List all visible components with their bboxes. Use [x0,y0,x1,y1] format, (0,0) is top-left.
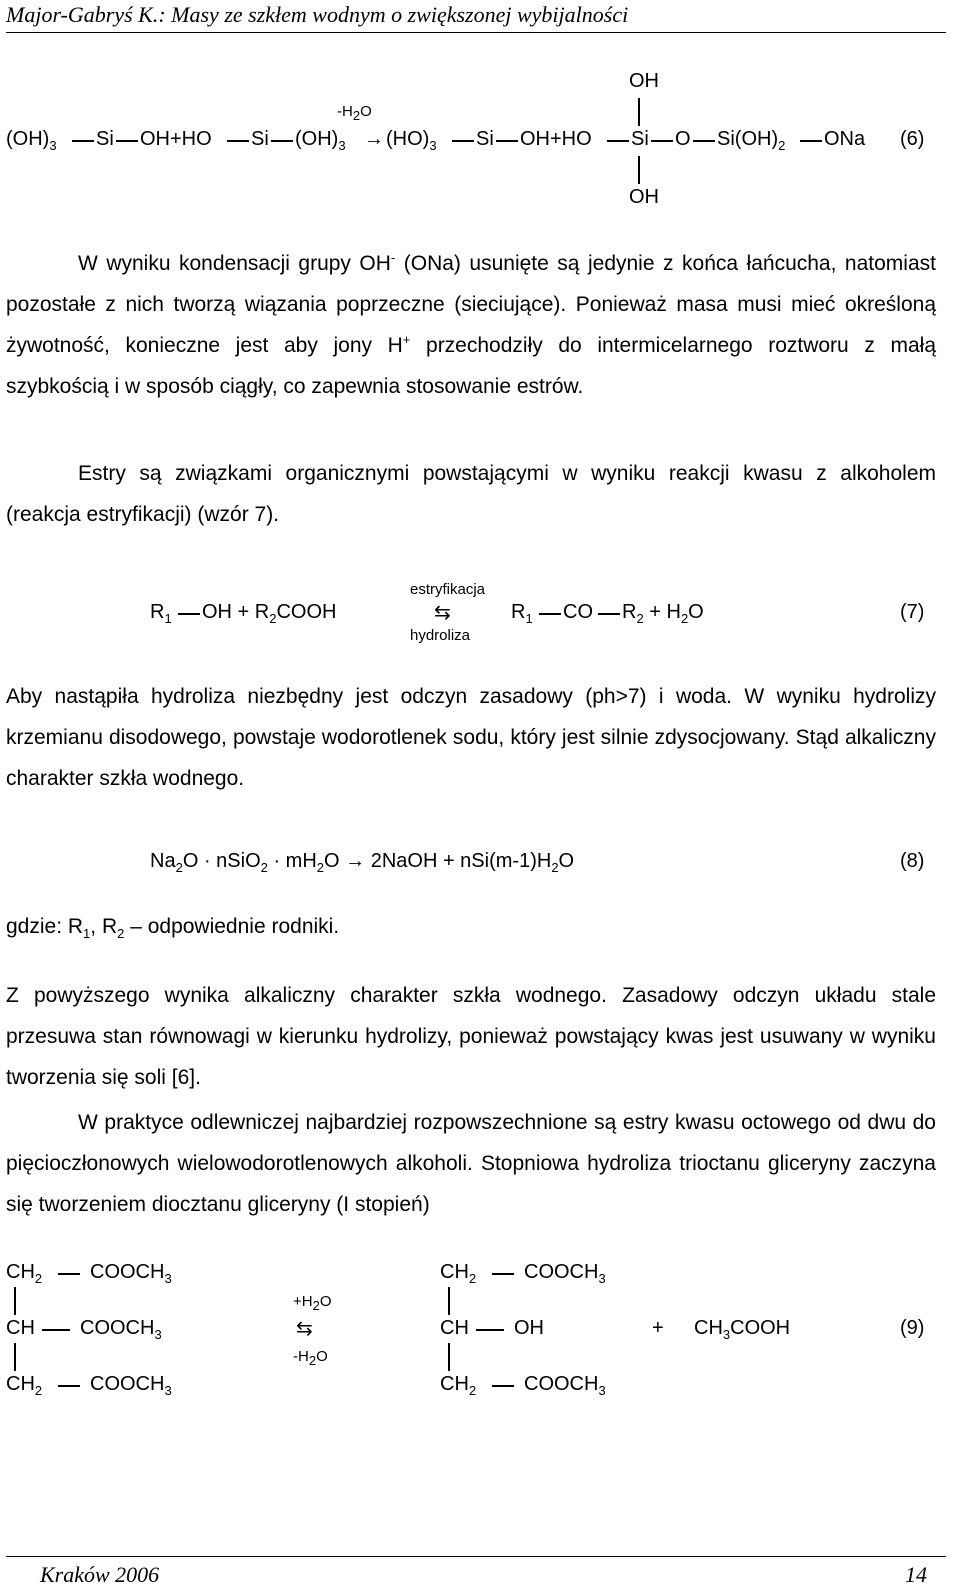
eq9-left-ch2-top: $CH_2$ [6,1261,43,1286]
eq9-right-cooch3-top: $COOCH_3$ [524,1261,606,1286]
eq9-left-cooch3-mid: $COOCH_3$ [80,1317,162,1342]
eq6-bond [227,140,249,142]
running-header: Major-Gabryś K.: Masy ze szkłem wodnym o zwiększonej wybijalności [6,2,629,27]
eq6-si2: Si [251,128,269,150]
eq6-oh-bottom: OH [629,186,659,208]
eq6-bond-down [638,156,640,184]
paragraph-kondensacja: W wyniku kondensacji grupy OH- (ONa) usunięte są jedynie z końca łańcucha, natomiast pozostałe z nich tworzą wiązania poprzeczne (sieciujące). Ponieważ masa musi mieć określoną żywotność, konieczne jest aby jony H+ przechodziły do intermicelarnego roztworu z małą szybkością i w sposób ciągły, co zapewnia stosowanie estrów. [6,250,936,398]
eq6-oh3: $(OH)_3$ [295,128,346,153]
eq6-number: (6) [900,128,925,150]
eq6-arrow: → [364,128,384,150]
eq6-bond [651,140,673,142]
eq9-left-cooch3-bottom: $COOCH_3$ [90,1373,172,1398]
gdzie-line: gdzie: $R_1$, $R_2$ – odpowiednie rodniki. [6,915,340,942]
eq9-plus: + [652,1317,664,1339]
eq6-si3: Si [476,128,494,150]
eq6-o: O [675,128,691,150]
footer-place-year: Kraków 2006 [40,1562,160,1587]
eq7-rhs-rest: $R_2 + H_2O$ [622,601,704,626]
eq9-bond [492,1385,514,1387]
eq6-formula: $(OH)_3$ [6,128,57,153]
eq6-oh-top: OH [629,70,659,92]
eq7-bond [598,613,620,615]
eq6-ona: ONa [824,128,866,150]
eq9-right-ch2-bottom: $CH_2$ [440,1373,477,1398]
eq6-bond [607,140,629,142]
eq6-bond [271,140,293,142]
eq6-ho3: $(HO)_3$ [386,128,437,153]
eq9-left-ch: CH [6,1317,35,1339]
header-rule [6,32,946,33]
eq6-bond-up [638,98,640,126]
paragraph-alkaliczny: Z powyższego wynika alkaliczny charakter szkła wodnego. Zasadowy odczyn układu stale przesuwa stan równowagi w kierunku hydrolizy, ponieważ powstający kwas jest usuwany w wyniku tworzenia się soli [6]. [6,984,936,1089]
eq9-number: (9) [900,1317,925,1339]
eq6-oh-ho2: OH+HO [520,128,592,150]
eq6-bond [116,140,138,142]
eq9-bond-vertical [448,1343,450,1371]
eq9-bond-vertical [448,1287,450,1315]
paragraph-hydroliza: Aby nastąpiła hydroliza niezbędny jest odczyn zasadowy (ph>7) i woda. W wyniku hydrolizy krzemianu disodowego, powstaje wodorotlenek sodu, który jest silnie zdysocjowany. Stąd alkaliczny charakter szkła wodnego. [6,685,936,790]
eq9-right-oh: OH [514,1317,544,1339]
eq9-bond [42,1329,70,1331]
eq6-bond [693,140,715,142]
eq6-oh-ho: OH+HO [140,128,212,150]
paragraph-praktyka: W praktyce odlewniczej najbardziej rozpowszechnione są estry kwasu octowego od dwu do pięcioczłonowych wielowodorotlenowych alkoholi. Stopniowa hydroliza trioctanu gliceryny zaczyna się tworzeniem diocztanu gliceryny (I stopień) [6,1111,936,1216]
eq9-right-cooch3-bottom: $COOCH_3$ [524,1373,606,1398]
eq9-minus-water: $-H_2O$ [293,1348,328,1368]
eq9-bond [58,1273,80,1275]
eq9-bond-vertical [14,1287,16,1315]
eq6-bond [800,140,822,142]
eq9-bond-vertical [14,1343,16,1371]
footer-rule [6,1556,946,1557]
eq9-bond [492,1273,514,1275]
eq7-lhs-r1: $R_1$ [150,601,172,626]
eq6-bond [496,140,518,142]
eq9-equilibrium-arrows: ⇆ [296,1318,313,1340]
eq9-left-cooch3-top: $COOCH_3$ [90,1261,172,1286]
eq9-bond [58,1385,80,1387]
eq9-right-ch2-top: $CH_2$ [440,1261,477,1286]
eq6-bond [452,140,474,142]
eq9-acetic-acid: $CH_3COOH$ [694,1317,791,1342]
eq9-bond [476,1329,504,1331]
eq7-lhs-rest: OH + $R_2COOH$ [202,601,337,626]
eq7-rhs-co: CO [563,601,593,623]
eq7-equilibrium-arrows: ⇆ [434,602,451,624]
eq7-bond [178,613,200,615]
eq9-right-ch: CH [440,1317,469,1339]
eq9-plus-water: $+H_2O$ [293,1293,332,1313]
paragraph-estry: Estry są związkami organicznymi powstającymi w wyniku reakcji kwasu z alkoholem (reakcja estryfikacji) (wzór 7). [6,462,936,526]
page-number: 14 [905,1562,927,1587]
eq7-rhs-r1: $R_1$ [511,601,533,626]
eq6-sioh: $Si(OH)_2$ [717,128,786,153]
eq6-bond [72,140,94,142]
eq8-number: (8) [900,850,925,872]
eq6-si4: Si [631,128,649,150]
eq7-number: (7) [900,601,925,623]
eq7-label-estryfikacja: estryfikacja [410,581,486,598]
eq8-formula: $Na_2O$ · nSiO$_2$ · $mH_2O$ → 2NaOH + $nSi(m-1)H_2O$ [150,850,575,875]
eq7-label-hydroliza: hydroliza [410,627,471,644]
eq6-water-label: $-H_2O$ [337,103,372,123]
eq7-bond [539,613,561,615]
eq9-left-ch2-bottom: $CH_2$ [6,1373,43,1398]
eq6-si1: Si [96,128,114,150]
